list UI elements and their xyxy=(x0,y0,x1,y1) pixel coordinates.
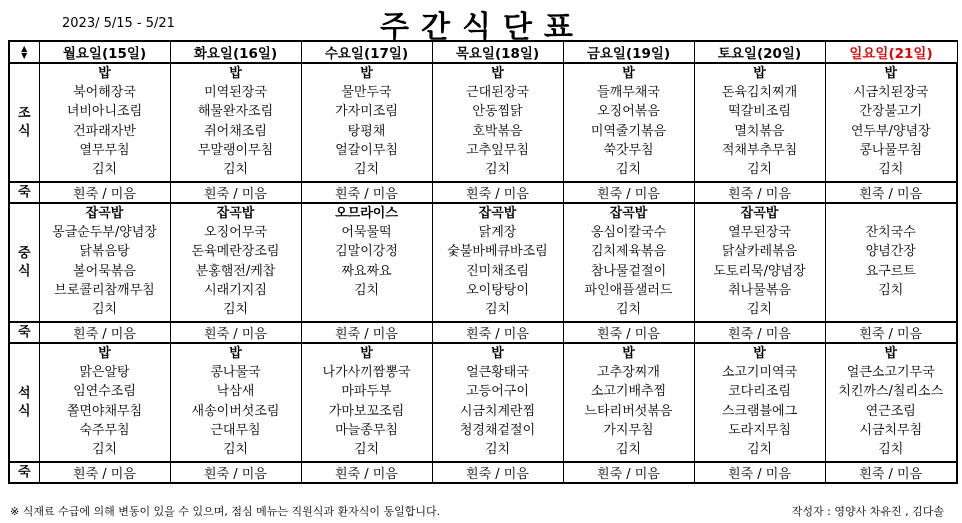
menu-item: 연근조림 xyxy=(865,403,916,419)
menu-item: 잡곡밥 xyxy=(216,206,255,221)
porridge-cell: 흰죽 / 미음 xyxy=(694,182,825,203)
menu-item: 볼어묵볶음 xyxy=(73,263,136,279)
porridge-label: 죽 xyxy=(9,182,39,203)
menu-item: 마늘종무침 xyxy=(335,422,398,438)
menu-item: 치킨까스/칠리소스 xyxy=(838,384,944,400)
menu-item: 고추장찌개 xyxy=(597,365,660,381)
menu-item xyxy=(826,204,957,223)
menu-item: 호박볶음 xyxy=(472,123,523,139)
menu-item: 참나물겉절이 xyxy=(590,263,667,279)
menu-item: 잡곡밥 xyxy=(740,206,779,221)
porridge-cell: 흰죽 / 미음 xyxy=(170,462,301,483)
meal-label-lunch xyxy=(9,203,39,322)
menu-item: 가자미조림 xyxy=(335,104,398,120)
porridge-cell: 흰죽 / 미음 xyxy=(432,322,563,343)
porridge-cell: 흰죽 / 미음 xyxy=(432,462,563,483)
menu-item: 브로콜리참깨무침 xyxy=(54,282,155,298)
menu-item: 김말이강정 xyxy=(335,244,398,260)
menu-item: 김치 xyxy=(91,301,118,317)
menu-item xyxy=(826,300,957,319)
menu-item xyxy=(302,300,432,319)
menu-item: 오이탕탕이 xyxy=(466,282,529,298)
menu-cell-breakfast-day4 xyxy=(432,63,563,182)
menu-item: 고추잎무침 xyxy=(466,142,529,158)
porridge-cell: 흰죽 / 미음 xyxy=(825,322,957,343)
meal-label-char: 중 xyxy=(17,245,31,261)
meal-row-lunch xyxy=(9,203,957,322)
menu-item: 잡곡밥 xyxy=(609,206,648,221)
menu-item: 소고기미역국 xyxy=(721,365,798,381)
menu-item: 밥 xyxy=(884,66,898,81)
menu-item: 요구르트 xyxy=(865,263,916,279)
menu-item: 밥 xyxy=(360,346,373,361)
menu-item: 안동찜닭 xyxy=(472,104,523,120)
menu-item: 떡갈비조림 xyxy=(728,104,791,120)
menu-cell-dinner-day4 xyxy=(432,343,563,462)
menu-cell-lunch-day4 xyxy=(432,203,563,322)
menu-item: 밥 xyxy=(753,346,766,361)
porridge-cell: 흰죽 / 미음 xyxy=(301,182,432,203)
menu-item: 닭계장 xyxy=(478,225,517,241)
menu-cell-breakfast-day6 xyxy=(694,63,825,182)
menu-item: 간장불고기 xyxy=(859,104,923,120)
footer-author: 작성자 : 영양사 차유진 , 김다솔 xyxy=(791,505,944,518)
meal-label-char: 식 xyxy=(17,263,31,279)
menu-cell-dinner-day3 xyxy=(301,343,432,462)
menu-item: 밥 xyxy=(753,66,766,81)
menu-item: 김치 xyxy=(484,301,511,317)
menu-item: 밥 xyxy=(884,346,898,361)
menu-item: 김치 xyxy=(615,161,642,177)
porridge-cell: 흰죽 / 미음 xyxy=(825,462,957,483)
menu-item: 김치 xyxy=(878,441,904,457)
page-title: 주간식단표 xyxy=(380,10,585,45)
menu-item: 해물완자조림 xyxy=(197,104,274,120)
menu-item: 김치 xyxy=(222,161,249,177)
day-header-fri: 금요일(19일) xyxy=(563,41,694,63)
menu-item: 스크램블에그 xyxy=(721,403,798,419)
menu-item: 북어해장국 xyxy=(73,85,136,101)
menu-item: 밥 xyxy=(229,66,242,81)
menu-item: 오므라이스 xyxy=(335,206,398,221)
menu-item: 쑥갓무침 xyxy=(603,142,654,158)
menu-item: 돈육메란장조림 xyxy=(191,244,280,260)
menu-item: 밥 xyxy=(491,66,504,81)
menu-item: 시금치무침 xyxy=(859,422,923,438)
sort-arrows-icon: ▲ ▼ xyxy=(21,44,28,60)
menu-item: 녀비아니조림 xyxy=(66,104,143,120)
porridge-row-breakfast xyxy=(9,182,957,203)
menu-item: 김치제육볶음 xyxy=(590,244,667,260)
porridge-row-lunch xyxy=(9,322,957,343)
menu-cell-breakfast-day2 xyxy=(170,63,301,182)
menu-cell-dinner-day5 xyxy=(563,343,694,462)
menu-item: 낙삼새 xyxy=(216,384,255,400)
menu-item: 연두부/양념장 xyxy=(850,123,931,139)
menu-item: 파인애플샐러드 xyxy=(584,282,673,298)
menu-cell-dinner-day6 xyxy=(694,343,825,462)
porridge-cell: 흰죽 / 미음 xyxy=(301,322,432,343)
menu-item: 몽글순두부/양념장 xyxy=(52,225,157,241)
menu-item: 도라지무침 xyxy=(728,422,791,438)
menu-item: 밥 xyxy=(622,346,635,361)
menu-item: 새송이버섯조림 xyxy=(191,403,280,419)
menu-item: 멸치볶음 xyxy=(734,123,785,139)
menu-item: 느타리버섯볶음 xyxy=(584,403,673,419)
porridge-cell: 흰죽 / 미음 xyxy=(563,462,694,483)
porridge-cell: 흰죽 / 미음 xyxy=(39,322,170,343)
menu-item: 쥐어채조림 xyxy=(204,123,267,139)
menu-item: 도토리묵/양념장 xyxy=(713,263,806,279)
menu-item: 분홍햄전/케찹 xyxy=(195,263,276,279)
menu-cell-lunch-day5 xyxy=(563,203,694,322)
menu-cell-breakfast-day5 xyxy=(563,63,694,182)
menu-item: 미역줄기볶음 xyxy=(590,123,667,139)
porridge-cell: 흰죽 / 미음 xyxy=(432,182,563,203)
day-header-thu: 목요일(18일) xyxy=(432,41,563,63)
day-header-row xyxy=(9,41,957,63)
porridge-label: 죽 xyxy=(9,322,39,343)
menu-item: 밥 xyxy=(98,66,111,81)
menu-item: 숯불바베큐바조림 xyxy=(447,244,548,260)
meal-row-dinner xyxy=(9,343,957,462)
menu-cell-lunch-day1 xyxy=(39,203,170,322)
meal-label-breakfast xyxy=(9,63,39,182)
menu-item: 임연수조림 xyxy=(73,384,136,400)
porridge-label: 죽 xyxy=(9,462,39,483)
menu-cell-breakfast-day7 xyxy=(825,63,957,182)
menu-item: 취나물볶음 xyxy=(728,282,791,298)
menu-item: 잔치국수 xyxy=(865,225,916,241)
menu-item: 밥 xyxy=(491,346,504,361)
porridge-cell: 흰죽 / 미음 xyxy=(563,322,694,343)
menu-item: 옹심이칼국수 xyxy=(590,225,667,241)
menu-item: 얼큰황태국 xyxy=(466,365,529,381)
menu-item: 가지무침 xyxy=(603,422,654,438)
menu-item: 김치 xyxy=(746,161,773,177)
menu-item: 마파두부 xyxy=(341,384,392,400)
menu-item: 김치 xyxy=(615,301,642,317)
day-header-wed: 수요일(17일) xyxy=(301,41,432,63)
date-range: 2023/ 5/15 - 5/21 xyxy=(62,16,175,31)
menu-item: 얼갈이무침 xyxy=(335,142,398,158)
menu-item: 밥 xyxy=(98,346,111,361)
menu-item: 어묵물떡 xyxy=(341,225,392,241)
menu-item: 물만두국 xyxy=(341,85,392,101)
menu-item: 김치 xyxy=(878,282,904,298)
menu-item: 김치 xyxy=(484,441,511,457)
menu-cell-lunch-day7 xyxy=(825,203,957,322)
menu-item: 시금치계란찜 xyxy=(459,403,536,419)
menu-item: 김치 xyxy=(353,161,380,177)
menu-item: 무말랭이무침 xyxy=(197,142,274,158)
menu-item: 시래기지짐 xyxy=(204,282,267,298)
menu-item: 탕평채 xyxy=(347,123,386,139)
menu-item: 건파래자반 xyxy=(73,123,136,139)
menu-cell-breakfast-day3 xyxy=(301,63,432,182)
menu-item: 콩나물무침 xyxy=(859,142,923,158)
menu-item: 근대무침 xyxy=(210,422,261,438)
menu-item: 고등어구이 xyxy=(466,384,529,400)
menu-item: 김치 xyxy=(615,441,642,457)
menu-cell-breakfast-day1 xyxy=(39,63,170,182)
menu-item: 오징어볶음 xyxy=(597,104,660,120)
menu-cell-dinner-day1 xyxy=(39,343,170,462)
menu-item: 김치 xyxy=(353,441,380,457)
menu-cell-dinner-day2 xyxy=(170,343,301,462)
footer-note: ※ 식재료 수급에 의해 변동이 있을 수 있으며, 점심 메뉴는 직원식과 환자식이 동일합니다. xyxy=(10,505,441,518)
weekly-menu-table xyxy=(8,40,958,484)
menu-item: 나가사끼짬뽕국 xyxy=(322,365,411,381)
meal-label-char: 식 xyxy=(17,123,31,139)
menu-item: 닭살카레볶음 xyxy=(721,244,798,260)
menu-item: 숙주무침 xyxy=(79,422,130,438)
menu-item: 열무된장국 xyxy=(728,225,791,241)
menu-item: 쫄면야채무침 xyxy=(66,403,143,419)
porridge-cell: 흰죽 / 미음 xyxy=(694,462,825,483)
meal-label-char: 조 xyxy=(17,105,31,121)
menu-item: 밥 xyxy=(229,346,242,361)
menu-item: 양념간장 xyxy=(865,244,916,260)
menu-item: 청경채겉절이 xyxy=(459,422,536,438)
menu-item: 짜요짜요 xyxy=(341,263,392,279)
porridge-cell: 흰죽 / 미음 xyxy=(39,462,170,483)
menu-cell-dinner-day7 xyxy=(825,343,957,462)
menu-item: 진미채조림 xyxy=(466,263,529,279)
porridge-cell: 흰죽 / 미음 xyxy=(694,322,825,343)
menu-item: 가마보꼬조림 xyxy=(328,403,405,419)
menu-item: 콩나물국 xyxy=(210,365,261,381)
day-header-mon: 월요일(15일) xyxy=(39,41,170,63)
meal-row-breakfast xyxy=(9,63,957,182)
menu-item: 김치 xyxy=(484,161,511,177)
porridge-cell: 흰죽 / 미음 xyxy=(170,322,301,343)
menu-item: 김치 xyxy=(746,301,773,317)
menu-item: 코다리조림 xyxy=(728,384,791,400)
porridge-cell: 흰죽 / 미음 xyxy=(301,462,432,483)
menu-item: 맑은알탕 xyxy=(79,365,130,381)
menu-item: 잡곡밥 xyxy=(478,206,517,221)
meal-label-char: 식 xyxy=(17,403,31,419)
menu-item: 김치 xyxy=(222,441,249,457)
menu-item: 미역된장국 xyxy=(204,85,267,101)
menu-item: 돈육김치찌개 xyxy=(721,85,798,101)
menu-cell-lunch-day3 xyxy=(301,203,432,322)
meal-label-dinner xyxy=(9,343,39,462)
menu-item: 열무무침 xyxy=(79,142,130,158)
menu-item: 시금치된장국 xyxy=(853,85,929,101)
menu-item: 얼큰소고기무국 xyxy=(846,365,935,381)
porridge-row-dinner xyxy=(9,462,957,483)
meal-label-char: 석 xyxy=(17,385,31,401)
menu-item: 김치 xyxy=(222,301,249,317)
porridge-cell: 흰죽 / 미음 xyxy=(563,182,694,203)
menu-item: 김치 xyxy=(91,441,118,457)
menu-item: 적채부추무침 xyxy=(721,142,798,158)
day-header-tue: 화요일(16일) xyxy=(170,41,301,63)
menu-cell-lunch-day2 xyxy=(170,203,301,322)
menu-item: 소고기배추찜 xyxy=(590,384,667,400)
menu-item: 김치 xyxy=(91,161,118,177)
menu-item: 김치 xyxy=(353,282,380,298)
day-header-sat: 토요일(20일) xyxy=(694,41,825,63)
menu-item: 들깨무채국 xyxy=(597,85,660,101)
day-header-sun: 일요일(21일) xyxy=(825,41,957,63)
menu-cell-lunch-day6 xyxy=(694,203,825,322)
menu-item: 밥 xyxy=(360,66,373,81)
porridge-cell: 흰죽 / 미음 xyxy=(170,182,301,203)
menu-item: 닭볶음탕 xyxy=(79,244,130,260)
corner-cell xyxy=(9,41,39,63)
menu-item: 김치 xyxy=(746,441,773,457)
menu-item: 근대된장국 xyxy=(466,85,529,101)
porridge-cell: 흰죽 / 미음 xyxy=(39,182,170,203)
menu-item: 밥 xyxy=(622,66,635,81)
menu-item: 김치 xyxy=(878,161,904,177)
menu-item: 잡곡밥 xyxy=(85,206,124,221)
menu-item: 오징어무국 xyxy=(204,225,267,241)
porridge-cell: 흰죽 / 미음 xyxy=(825,182,957,203)
